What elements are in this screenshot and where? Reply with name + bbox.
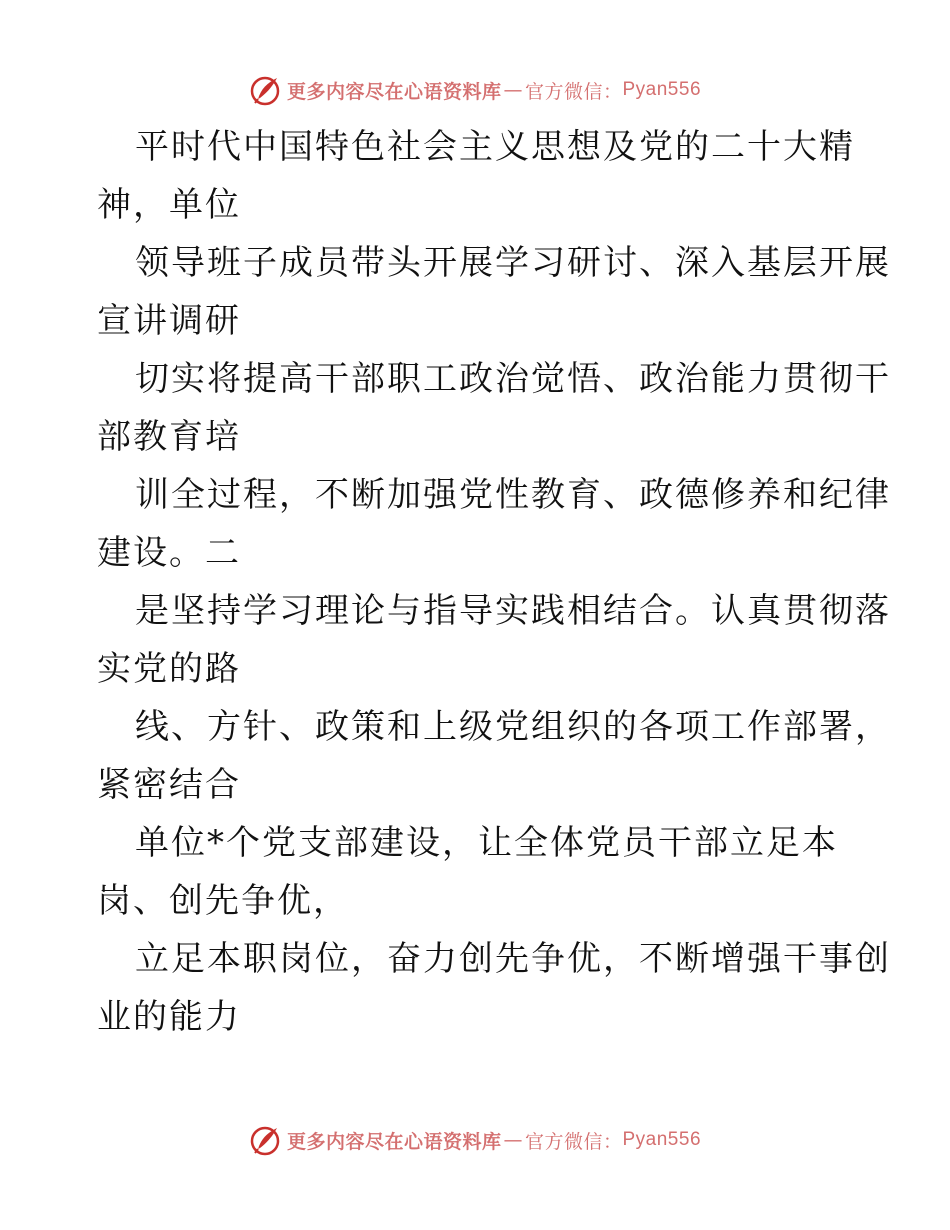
footer-watermark [0,1120,950,1160]
paragraph [97,582,891,698]
paragraph-line: 平时代中国特色社会主义思想及党的二十大精 [135,127,855,167]
watermark-site-name: 更多内容尽在心语资料库 [286,1130,502,1153]
paragraph-line: 是坚持学习理论与指导实践相结合。认真贯彻落 [135,591,891,631]
watermark-wechat-label: 官方微信： [524,1130,623,1153]
paragraph-line: 立足本职岗位，奋力创先争优，不断增强干事创 [135,939,891,979]
paragraph-line: 建设。二 [97,533,241,573]
paragraph-line: 岗、创先争优， [97,881,349,921]
document-body [97,118,891,1046]
paragraph-line: 神，单位 [97,185,241,225]
paragraph [97,118,867,234]
paragraph-line: 实党的路 [97,649,241,689]
paragraph-line: 线、方针、政策和上级党组织的各项工作部署， [135,707,891,747]
feather-pen-logo-icon [249,73,283,107]
paragraph-line: 业的能力 [97,997,241,1037]
paragraph [97,698,891,814]
paragraph [97,350,891,466]
header-watermark [0,70,950,110]
watermark-dash: — [503,1129,523,1151]
feather-pen-logo-icon [249,1123,283,1157]
paragraph [97,466,891,582]
watermark-wechat-label: 官方微信： [524,80,623,103]
watermark-wechat-id: Pyan556 [622,1129,702,1150]
paragraph-line: 训全过程，不断加强党性教育、政德修养和纪律 [135,475,891,515]
watermark-dash: — [503,79,523,101]
paragraph [97,234,891,350]
paragraph [97,814,867,930]
watermark-wechat-id: Pyan556 [622,79,702,100]
paragraph-line: 部教育培 [97,417,241,457]
paragraph-line: 切实将提高干部职工政治觉悟、政治能力贯彻干 [135,359,891,399]
paragraph-line: 紧密结合 [97,765,241,805]
paragraph [97,930,891,1046]
paragraph-line: 宣讲调研 [97,301,241,341]
paragraph-line: 单位*个党支部建设，让全体党员干部立足本 [135,823,838,863]
watermark-site-name: 更多内容尽在心语资料库 [286,80,502,103]
paragraph-line: 领导班子成员带头开展学习研讨、深入基层开展 [135,243,891,283]
